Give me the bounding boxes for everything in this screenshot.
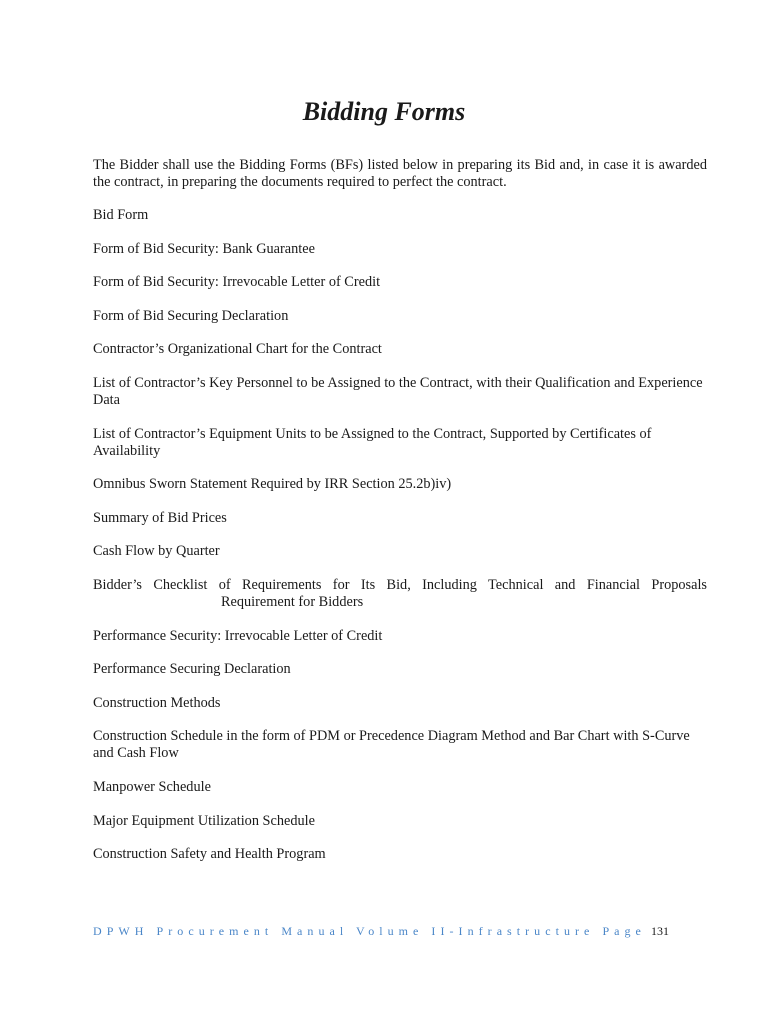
form-item-construction-methods: Construction Methods	[93, 694, 221, 711]
intro-paragraph: The Bidder shall use the Bidding Forms (BFs) listed below in preparing its Bid and, in case it is awarded the contract, in preparing the documents required to perfect the contract.	[93, 157, 707, 190]
bidders-checklist-line1: Bidder’s Checklist of Requirements for Its Bid, Including Technical and Financial Proposals	[93, 576, 707, 593]
form-item-organizational-chart: Contractor’s Organizational Chart for the Contract	[93, 341, 382, 358]
footer-page-number: 31	[656, 924, 669, 938]
form-item-bidders-checklist	[93, 577, 707, 611]
form-item-performance-securing-declaration: Performance Securing Declaration	[93, 661, 291, 678]
page-footer	[93, 923, 669, 939]
form-item-summary-of-bid-prices: Summary of Bid Prices	[93, 509, 227, 526]
form-item-bid-form: Bid Form	[93, 207, 149, 223]
form-item-cash-flow-by-quarter: Cash Flow by Quarter	[93, 543, 220, 560]
document-body	[93, 157, 707, 880]
page-title: Bidding Forms	[302, 97, 466, 126]
form-item-bid-securing-declaration: Form of Bid Securing Declaration	[93, 307, 289, 324]
footer-separator: 1	[650, 924, 657, 938]
form-item-manpower-schedule: Manpower Schedule	[93, 778, 211, 795]
form-item-bid-security-bank-guarantee: Form of Bid Security: Bank Guarantee	[93, 240, 315, 257]
form-item-performance-security: Performance Security: Irrevocable Letter of Credit	[93, 627, 383, 644]
footer-text: DPWH Procurement Manual Volume II-Infrastructure Page	[93, 924, 646, 938]
bidders-checklist-line2: Requirement for Bidders	[221, 593, 364, 610]
form-item-equipment-units: List of Contractor’s Equipment Units to be Assigned to the Contract, Supported by Certificates of Availability	[93, 425, 652, 459]
form-item-equipment-utilization-schedule: Major Equipment Utilization Schedule	[93, 812, 315, 829]
form-item-omnibus-sworn-statement: Omnibus Sworn Statement Required by IRR Section 25.2b)iv)	[93, 476, 452, 493]
form-item-safety-and-health-program: Construction Safety and Health Program	[93, 846, 326, 863]
form-item-key-personnel: List of Contractor’s Key Personnel to be Assigned to the Contract, with their Qualification and Experience Data	[93, 374, 703, 408]
form-item-construction-schedule: Construction Schedule in the form of PDM or Precedence Diagram Method and Bar Chart with S-Curve and Cash Flow	[93, 728, 690, 762]
form-item-bid-security-letter-of-credit: Form of Bid Security: Irrevocable Letter of Credit	[93, 274, 381, 291]
